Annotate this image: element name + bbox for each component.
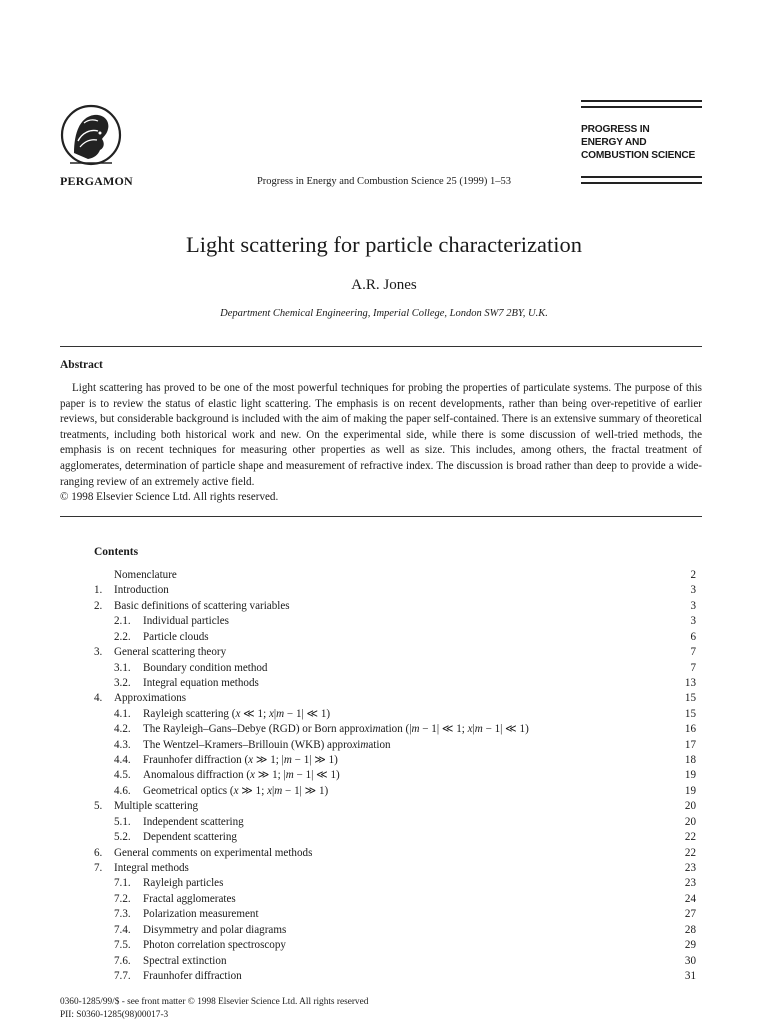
toc-entry-number: 2.: [94, 599, 103, 612]
toc-entry-title: Anomalous diffraction (x ≫ 1; |m − 1| ≪ 1): [143, 769, 340, 782]
toc-entry: [94, 876, 696, 891]
toc-entry-title: Fraunhofer diffraction (x ≫ 1; |m − 1| ≫ 1): [143, 754, 338, 767]
article-author: A.R. Jones: [351, 277, 417, 293]
toc-entry-title: Dependent scattering: [143, 831, 237, 844]
toc-entry-number: 7.5.: [114, 939, 131, 952]
footer-pii: PII: S0360-1285(98)00017-3: [60, 1010, 169, 1020]
toc-entry: [94, 753, 696, 768]
toc-entry-page: 7: [690, 646, 696, 659]
toc-entry: [94, 768, 696, 783]
toc-entry-number: 4.3.: [114, 738, 131, 751]
toc-entry-title: Rayleigh particles: [143, 877, 224, 890]
toc-entry-page: 30: [684, 954, 696, 967]
toc-entry: [94, 630, 696, 645]
toc-entry: [94, 815, 696, 830]
toc-entry: [94, 599, 696, 614]
toc-entry-title: Geometrical optics (x ≫ 1; x|m − 1| ≫ 1): [143, 784, 329, 797]
page-footer: [60, 996, 368, 1022]
toc-entry-number: 2.2.: [114, 630, 131, 643]
toc-entry-title: Polarization measurement: [143, 908, 259, 921]
toc-entry: [94, 707, 696, 722]
toc-entry-title: Spectral extinction: [143, 954, 227, 967]
toc-entry-page: 3: [690, 615, 696, 628]
toc-entry-page: 16: [684, 723, 696, 736]
toc-entry-page: 17: [684, 738, 696, 751]
toc-entry: [94, 645, 696, 660]
toc-entry-number: 7.1.: [114, 877, 131, 890]
toc-entry-number: 7.: [94, 862, 103, 875]
abstract-heading: Abstract: [60, 359, 103, 371]
toc-entry-title: Disymmetry and polar diagrams: [143, 923, 287, 936]
toc-entry: [94, 676, 696, 691]
toc-entry-number: 4.: [94, 692, 103, 705]
toc-entry-page: 18: [684, 754, 696, 767]
toc-entry-title: The Wentzel–Kramers–Brillouin (WKB) approximation: [143, 738, 391, 751]
toc-entry: [94, 568, 696, 583]
publisher-name: PERGAMON: [60, 174, 133, 188]
toc-entry-page: 19: [684, 769, 696, 782]
toc-entry-page: 6: [690, 630, 696, 643]
toc-entry-page: 22: [684, 846, 696, 859]
toc-entry: [94, 722, 696, 737]
toc-entry: [94, 661, 696, 676]
toc-entry-title: Photon correlation spectroscopy: [143, 939, 286, 952]
toc-entry-number: 2.1.: [114, 615, 131, 628]
toc-entry: [94, 938, 696, 953]
toc-entry-page: 22: [684, 831, 696, 844]
abstract-bottom-rule: [60, 516, 702, 517]
brand-line-3: COMBUSTION SCIENCE: [581, 150, 696, 161]
toc-entry-number: 5.2.: [114, 831, 131, 844]
abstract-body: [60, 381, 702, 506]
toc-entry-title: Particle clouds: [143, 630, 209, 643]
toc-entry-page: 23: [684, 862, 696, 875]
toc-entry-number: 3.: [94, 646, 103, 659]
toc-entry-number: 3.1.: [114, 661, 131, 674]
toc-entry-title: Integral methods: [114, 862, 189, 875]
toc-entry: [94, 614, 696, 629]
toc-entry: [94, 861, 696, 876]
toc-entry-page: 3: [690, 584, 696, 597]
toc-entry-title: Fractal agglomerates: [143, 892, 236, 905]
toc-entry-page: 15: [684, 692, 696, 705]
toc-entry-number: 4.4.: [114, 754, 131, 767]
contents-heading: Contents: [94, 546, 139, 558]
toc-entry-title: Basic definitions of scattering variables: [114, 599, 290, 612]
brand-line-2: ENERGY AND: [581, 137, 647, 148]
toc-entry: [94, 954, 696, 969]
brand-bottom-rule-2: [581, 182, 702, 184]
abstract-text: Light scattering has proved to be one of the most powerful techniques for probing the properties of particulate systems. The purpose of this paper is to review the status of elastic light scattering. The emphasis is on recent developments, rather than being over-repetitive of earlier reviews, but considerable background is included with the aim of making the paper self-contained. There is an extensive summary of theoretical treatments, including both historical work and new. On the experimental side, while there is some discussion of well-tried methods, the emphasis is on recent techniques for measuring other properties as well as size. This includes, among others, the fractal treatment of agglomerates, determination of particle shape and measurement of refractive index. The discussion is broad rather than deep to provide a wide-ranging review of an extremely active field.: [60, 382, 702, 488]
toc-entry: [94, 907, 696, 922]
toc-entry-title: Rayleigh scattering (x ≪ 1; x|m − 1| ≪ 1): [143, 707, 331, 720]
toc-entry-page: 15: [684, 707, 696, 720]
brand-line-1: PROGRESS IN: [581, 124, 650, 135]
toc-entry-page: 7: [690, 661, 696, 674]
pergamon-logo-icon: [60, 103, 122, 171]
toc-entry-page: 31: [684, 969, 696, 982]
toc-entry: [94, 784, 696, 799]
toc-entry-title: The Rayleigh–Gans–Debye (RGD) or Born approximation (|m − 1| ≪ 1; x|m − 1| ≪ 1): [143, 723, 529, 736]
abstract-top-rule: [60, 346, 702, 347]
toc-entry-page: 27: [684, 908, 696, 921]
toc-entry-title: Approximations: [114, 692, 187, 705]
toc-entry-number: 7.6.: [114, 954, 131, 967]
toc-entry-page: 24: [684, 892, 696, 905]
footer-copyright: 0360-1285/99/$ - see front matter © 1998 Elsevier Science Ltd. All rights reserved: [60, 997, 369, 1007]
author-affiliation: Department Chemical Engineering, Imperial College, London SW7 2BY, U.K.: [220, 308, 548, 319]
journal-citation: Progress in Energy and Combustion Science 25 (1999) 1–53: [256, 176, 512, 187]
toc-entry: [94, 738, 696, 753]
toc-entry-number: 7.3.: [114, 908, 131, 921]
toc-entry-number: 4.5.: [114, 769, 131, 782]
toc-entry: [94, 892, 696, 907]
toc-entry: [94, 691, 696, 706]
toc-entry-page: 2: [690, 569, 696, 581]
toc-entry-page: 3: [690, 599, 696, 612]
toc-entry-title: General comments on experimental methods: [114, 846, 313, 859]
toc-entry-number: 1.: [94, 584, 103, 597]
toc-entry: [94, 923, 696, 938]
toc-entry-number: 4.6.: [114, 784, 131, 797]
toc-entry-number: 3.2.: [114, 676, 131, 689]
toc-entry-number: 7.7.: [114, 969, 131, 982]
toc-entry-page: 13: [684, 676, 696, 689]
toc-entry-title: Nomenclature: [114, 569, 177, 581]
toc-entry-title: Independent scattering: [143, 815, 244, 828]
toc-entry-title: Fraunhofer diffraction: [143, 969, 242, 982]
toc-entry-page: 20: [684, 815, 696, 828]
toc-entry-number: 4.1.: [114, 707, 131, 720]
brand-top-rule-1: [581, 100, 702, 102]
toc-entry-number: 4.2.: [114, 723, 131, 736]
toc-entry-page: 23: [684, 877, 696, 890]
brand-bottom-rule-1: [581, 176, 702, 178]
toc-entry-page: 19: [684, 784, 696, 797]
toc-entry-number: 5.: [94, 800, 103, 813]
brand-top-rule-2: [581, 106, 702, 108]
article-title: Light scattering for particle characterization: [185, 232, 583, 257]
table-of-contents: [94, 568, 696, 984]
toc-entry-number: 6.: [94, 846, 103, 859]
journal-brand: [581, 123, 721, 162]
toc-entry-page: 20: [684, 800, 696, 813]
toc-entry-title: General scattering theory: [114, 646, 227, 659]
toc-entry-number: 7.4.: [114, 923, 131, 936]
toc-entry-number: 5.1.: [114, 815, 131, 828]
toc-entry: [94, 969, 696, 984]
toc-entry: [94, 830, 696, 845]
toc-entry-title: Introduction: [114, 584, 169, 597]
toc-entry-title: Multiple scattering: [114, 800, 199, 813]
toc-entry-number: 7.2.: [114, 892, 131, 905]
toc-entry: [94, 583, 696, 598]
toc-entry-title: Integral equation methods: [143, 676, 259, 689]
toc-entry-title: Boundary condition method: [143, 661, 268, 674]
toc-entry: [94, 799, 696, 814]
toc-entry-page: 29: [684, 939, 696, 952]
toc-entry: [94, 846, 696, 861]
toc-entry-page: 28: [684, 923, 696, 936]
abstract-copyright: © 1998 Elsevier Science Ltd. All rights reserved.: [60, 491, 279, 504]
toc-entry-title: Individual particles: [143, 615, 229, 628]
